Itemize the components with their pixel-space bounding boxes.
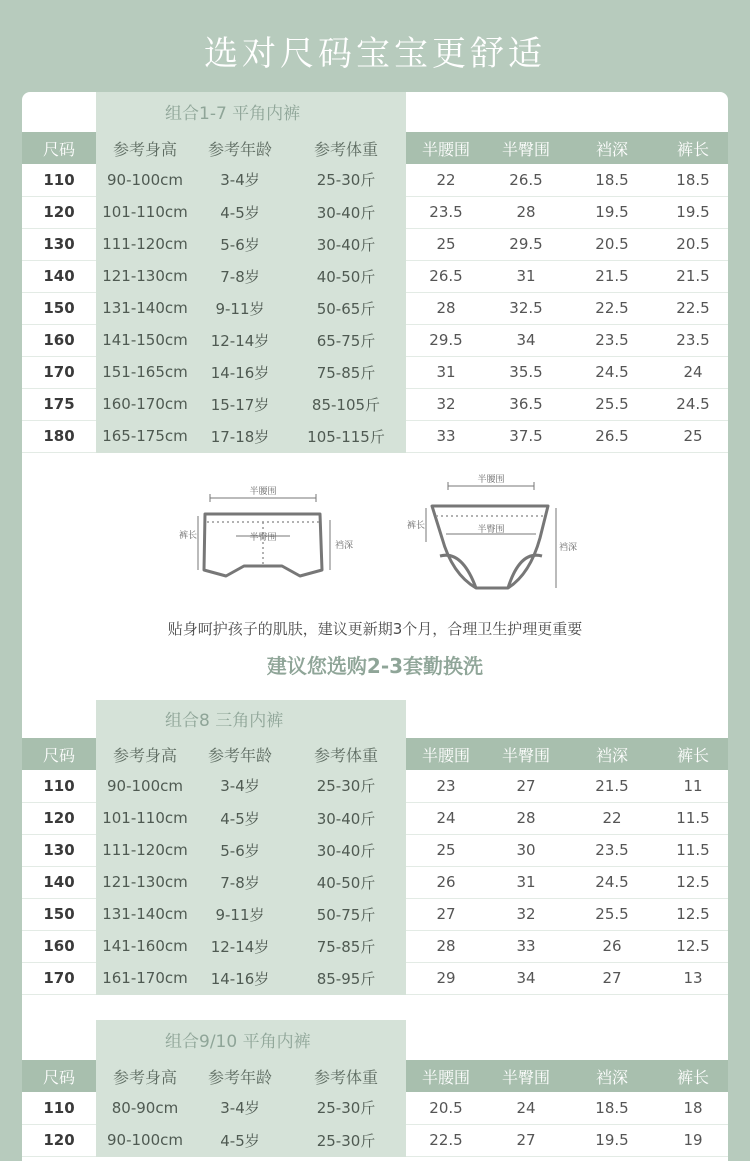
table-cell: 22 [406, 164, 486, 196]
table-row [22, 196, 728, 228]
table-cell: 35.5 [486, 356, 566, 388]
column-header: 参考身高 [96, 738, 194, 770]
table-cell: 28 [406, 292, 486, 324]
table-cell: 13 [658, 962, 728, 994]
table-cell: 25-30斤 [286, 1124, 406, 1156]
size-cell: 160 [22, 324, 96, 356]
size-cell: 150 [22, 292, 96, 324]
table-row [22, 260, 728, 292]
combo-label-2: 组合8 三角内裤 [165, 711, 284, 731]
table-cell: 34 [486, 962, 566, 994]
table-cell: 131-140cm [96, 898, 194, 930]
table-cell: 18.5 [566, 164, 658, 196]
table-cell: 25 [406, 834, 486, 866]
table-cell: 5-6岁 [194, 834, 286, 866]
table-cell: 131-140cm [96, 292, 194, 324]
table-cell: 50-65斤 [286, 292, 406, 324]
table-cell: 18.5 [566, 1092, 658, 1124]
table-cell: 33 [486, 930, 566, 962]
table-cell: 11 [658, 770, 728, 802]
table-cell: 24 [658, 356, 728, 388]
table-cell: 14-16岁 [194, 356, 286, 388]
column-header: 裆深 [566, 1060, 658, 1092]
column-header: 裤长 [658, 738, 728, 770]
table-cell: 34 [486, 324, 566, 356]
table-cell: 27 [566, 962, 658, 994]
size-cell: 140 [22, 866, 96, 898]
combo-label-1: 组合1-7 平角内裤 [165, 104, 301, 124]
table-row [22, 802, 728, 834]
care-recommendation: 建议您选购2-3套勤换洗 [266, 654, 484, 678]
size-table-1 [22, 132, 728, 453]
boxer-hip-label: 半臀围 [249, 533, 277, 543]
table-row [22, 1124, 728, 1156]
table-row [22, 834, 728, 866]
table-cell: 37.5 [486, 420, 566, 452]
table-cell: 75-85斤 [286, 356, 406, 388]
size-cell: 140 [22, 260, 96, 292]
column-header: 半腰围 [406, 132, 486, 164]
table-cell: 23.5 [406, 196, 486, 228]
column-header: 裤长 [658, 1060, 728, 1092]
table-cell: 36.5 [486, 388, 566, 420]
table-cell: 27 [406, 898, 486, 930]
size-cell: 170 [22, 962, 96, 994]
column-header: 尺码 [22, 738, 96, 770]
table-cell: 22.5 [406, 1124, 486, 1156]
brief-length-label: 裤长 [406, 521, 426, 531]
table-cell: 3-4岁 [194, 164, 286, 196]
table-row [22, 292, 728, 324]
table-cell: 19.5 [566, 1124, 658, 1156]
column-header: 尺码 [22, 132, 96, 164]
table-row [22, 324, 728, 356]
table-cell: 23.5 [566, 324, 658, 356]
size-cell: 120 [22, 802, 96, 834]
column-header: 参考年龄 [194, 1060, 286, 1092]
table-cell: 105-115斤 [286, 420, 406, 452]
table-cell: 65-75斤 [286, 324, 406, 356]
size-cell: 160 [22, 930, 96, 962]
table-cell: 151-165cm [96, 356, 194, 388]
table-cell: 21.5 [566, 770, 658, 802]
table-row [22, 1092, 728, 1124]
table-cell: 32 [406, 388, 486, 420]
table-cell: 9-11岁 [194, 292, 286, 324]
size-cell: 130 [22, 834, 96, 866]
page-title: 选对尺码宝宝更舒适 [204, 34, 546, 74]
table-cell: 23.5 [566, 834, 658, 866]
column-header: 参考身高 [96, 1060, 194, 1092]
table-cell: 31 [486, 260, 566, 292]
table-header-row [22, 1060, 728, 1092]
table-cell: 22.5 [658, 292, 728, 324]
boxer-brief-illustration [179, 485, 353, 576]
boxer-length-label: 裤长 [178, 531, 198, 541]
table-cell: 23 [406, 770, 486, 802]
table-cell: 25 [406, 228, 486, 260]
table-cell: 14-16岁 [194, 962, 286, 994]
table-cell: 31 [406, 356, 486, 388]
table-cell: 11.5 [658, 802, 728, 834]
table-cell: 121-130cm [96, 260, 194, 292]
table-cell: 20.5 [406, 1092, 486, 1124]
table-cell: 50-75斤 [286, 898, 406, 930]
table-cell: 24.5 [566, 356, 658, 388]
size-cell: 180 [22, 420, 96, 452]
table-cell: 26 [566, 930, 658, 962]
table-cell: 26 [406, 866, 486, 898]
table-cell: 25-30斤 [286, 164, 406, 196]
table-cell: 75-85斤 [286, 930, 406, 962]
table-cell: 19.5 [566, 196, 658, 228]
table-cell: 26.5 [406, 260, 486, 292]
brief-rise-label: 裆深 [558, 543, 578, 553]
table-cell: 24 [486, 1092, 566, 1124]
table-cell: 32 [486, 898, 566, 930]
table-cell: 3-4岁 [194, 1092, 286, 1124]
table-cell: 27 [486, 1124, 566, 1156]
table-cell: 30-40斤 [286, 228, 406, 260]
table-cell: 90-100cm [96, 770, 194, 802]
table-cell: 90-100cm [96, 1124, 194, 1156]
brief-hip-label: 半臀围 [477, 525, 505, 535]
table-cell: 7-8岁 [194, 260, 286, 292]
table-cell: 11.5 [658, 834, 728, 866]
table-cell: 30-40斤 [286, 802, 406, 834]
size-cell: 150 [22, 898, 96, 930]
table-row [22, 962, 728, 994]
table-cell: 101-110cm [96, 802, 194, 834]
table-cell: 29.5 [486, 228, 566, 260]
table-row [22, 356, 728, 388]
table-cell: 85-95斤 [286, 962, 406, 994]
column-header: 半腰围 [406, 738, 486, 770]
table-cell: 141-150cm [96, 324, 194, 356]
table-cell: 25.5 [566, 388, 658, 420]
table-cell: 28 [486, 196, 566, 228]
table-cell: 26.5 [566, 420, 658, 452]
size-cell: 120 [22, 1124, 96, 1156]
table-cell: 25-30斤 [286, 770, 406, 802]
table-cell: 28 [406, 930, 486, 962]
table-cell: 18 [658, 1092, 728, 1124]
table-cell: 3-4岁 [194, 770, 286, 802]
table-cell: 4-5岁 [194, 802, 286, 834]
brief-illustration [407, 473, 577, 588]
table-cell: 25 [658, 420, 728, 452]
table-cell: 111-120cm [96, 228, 194, 260]
column-header: 裆深 [566, 132, 658, 164]
table-cell: 24.5 [658, 388, 728, 420]
table-cell: 30 [486, 834, 566, 866]
table-cell: 7-8岁 [194, 866, 286, 898]
table-header-row [22, 132, 728, 164]
column-header: 半臀围 [486, 1060, 566, 1092]
table-cell: 15-17岁 [194, 388, 286, 420]
table-cell: 27 [486, 770, 566, 802]
column-header: 裤长 [658, 132, 728, 164]
size-cell: 110 [22, 164, 96, 196]
table-cell: 20.5 [658, 228, 728, 260]
column-header: 尺码 [22, 1060, 96, 1092]
table-row [22, 898, 728, 930]
table-cell: 40-50斤 [286, 866, 406, 898]
table-cell: 30-40斤 [286, 196, 406, 228]
table-cell: 40-50斤 [286, 260, 406, 292]
size-cell: 120 [22, 196, 96, 228]
table-cell: 28 [486, 802, 566, 834]
table-cell: 26.5 [486, 164, 566, 196]
table-cell: 12.5 [658, 930, 728, 962]
table-row [22, 388, 728, 420]
column-header: 参考体重 [286, 1060, 406, 1092]
table-cell: 121-130cm [96, 866, 194, 898]
table-cell: 12.5 [658, 898, 728, 930]
boxer-rise-label: 裆深 [334, 541, 354, 551]
table-cell: 32.5 [486, 292, 566, 324]
table-cell: 165-175cm [96, 420, 194, 452]
table-cell: 101-110cm [96, 196, 194, 228]
column-header: 半臀围 [486, 738, 566, 770]
table-cell: 4-5岁 [194, 1124, 286, 1156]
table-cell: 4-5岁 [194, 196, 286, 228]
table-cell: 30-40斤 [286, 834, 406, 866]
table-cell: 9-11岁 [194, 898, 286, 930]
table-cell: 22.5 [566, 292, 658, 324]
size-cell: 110 [22, 770, 96, 802]
table-cell: 19.5 [658, 196, 728, 228]
table-cell: 111-120cm [96, 834, 194, 866]
table-cell: 21.5 [658, 260, 728, 292]
column-header: 参考身高 [96, 132, 194, 164]
column-header: 半臀围 [486, 132, 566, 164]
table-cell: 24 [406, 802, 486, 834]
table-cell: 5-6岁 [194, 228, 286, 260]
column-header: 参考体重 [286, 738, 406, 770]
table-cell: 21.5 [566, 260, 658, 292]
size-table-3 [22, 1060, 728, 1157]
size-cell: 130 [22, 228, 96, 260]
table-cell: 33 [406, 420, 486, 452]
table-cell: 90-100cm [96, 164, 194, 196]
table-cell: 161-170cm [96, 962, 194, 994]
table-cell: 80-90cm [96, 1092, 194, 1124]
table-cell: 18.5 [658, 164, 728, 196]
table-cell: 12-14岁 [194, 930, 286, 962]
column-header: 裆深 [566, 738, 658, 770]
table-row [22, 930, 728, 962]
column-header: 参考年龄 [194, 132, 286, 164]
table-cell: 22 [566, 802, 658, 834]
table-cell: 25.5 [566, 898, 658, 930]
table-cell: 141-160cm [96, 930, 194, 962]
table-cell: 20.5 [566, 228, 658, 260]
measurement-diagram [0, 470, 750, 610]
table-row [22, 420, 728, 452]
size-cell: 110 [22, 1092, 96, 1124]
table-row [22, 228, 728, 260]
size-cell: 175 [22, 388, 96, 420]
column-header: 参考年龄 [194, 738, 286, 770]
column-header: 半腰围 [406, 1060, 486, 1092]
size-cell: 170 [22, 356, 96, 388]
brief-waist-label: 半腰围 [477, 475, 505, 485]
table-cell: 17-18岁 [194, 420, 286, 452]
table-cell: 23.5 [658, 324, 728, 356]
table-cell: 29 [406, 962, 486, 994]
table-row [22, 164, 728, 196]
table-cell: 29.5 [406, 324, 486, 356]
combo-label-3: 组合9/10 平角内裤 [165, 1032, 311, 1052]
table-header-row [22, 738, 728, 770]
table-cell: 12-14岁 [194, 324, 286, 356]
size-table-2 [22, 738, 728, 995]
table-cell: 24.5 [566, 866, 658, 898]
table-cell: 85-105斤 [286, 388, 406, 420]
boxer-waist-label: 半腰围 [249, 487, 277, 497]
care-note: 贴身呵护孩子的肌肤，建议更新期3个月，合理卫生护理更重要 [167, 620, 583, 638]
column-header: 参考体重 [286, 132, 406, 164]
table-row [22, 770, 728, 802]
table-cell: 31 [486, 866, 566, 898]
table-cell: 12.5 [658, 866, 728, 898]
table-cell: 19 [658, 1124, 728, 1156]
table-row [22, 866, 728, 898]
table-cell: 160-170cm [96, 388, 194, 420]
table-cell: 25-30斤 [286, 1092, 406, 1124]
